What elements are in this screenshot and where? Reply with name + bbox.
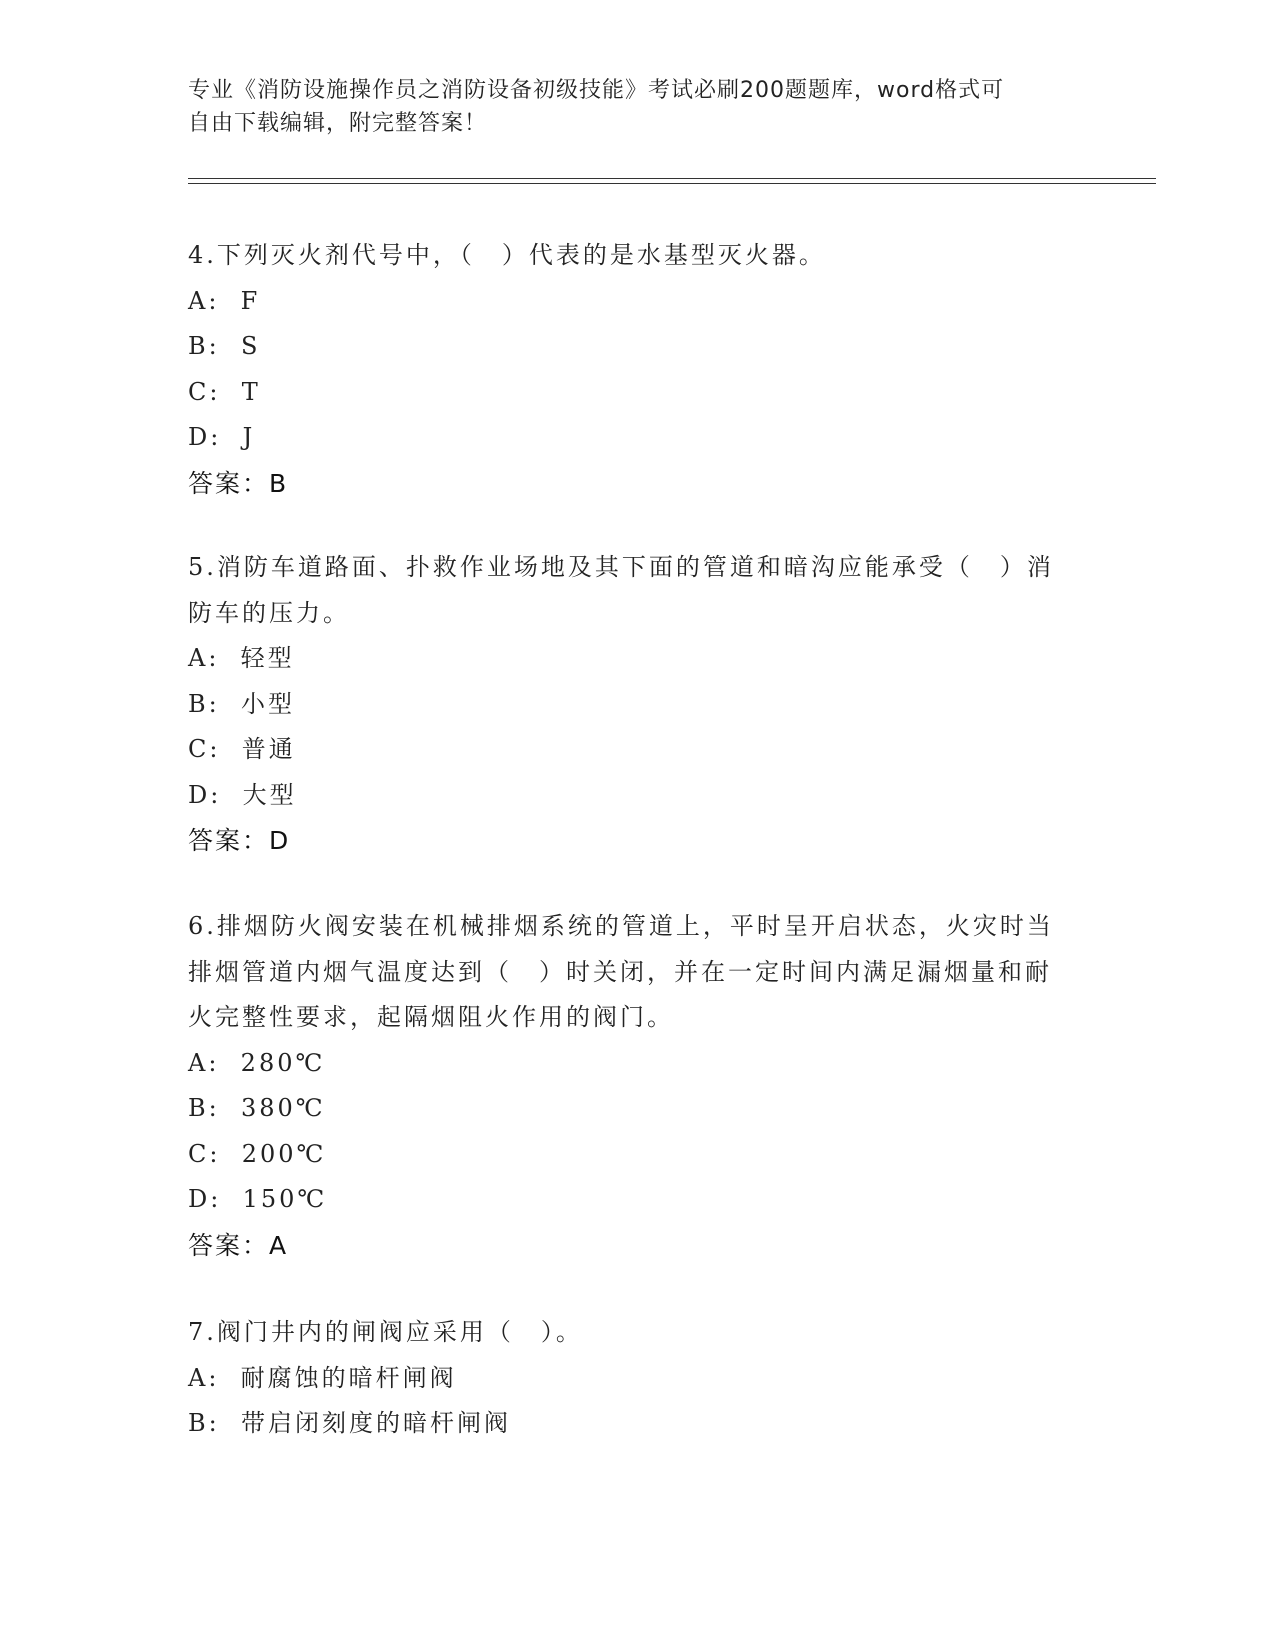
option-c: C: 普通 [188, 735, 296, 763]
question-7 [188, 1310, 1068, 1447]
option-b: B: S [188, 332, 261, 360]
header-divider-bottom [188, 183, 1156, 184]
answer-label: 答案：D [188, 826, 291, 855]
question-stem: 6.排烟防火阀安装在机械排烟系统的管道上，平时呈开启状态，火灾时当排烟管道内烟气温度达到（ ）时关闭，并在一定时间内满足漏烟量和耐火完整性要求，起隔烟阻火作用的阀门。 [188, 912, 1054, 1031]
option-b: B: 带启闭刻度的暗杆闸阀 [188, 1409, 511, 1437]
answer-label: 答案：A [188, 1230, 289, 1260]
option-a: A: F [188, 286, 261, 315]
option-d: D: 150℃ [188, 1185, 328, 1213]
option-d: D: 大型 [188, 780, 297, 809]
option-d: D: J [188, 423, 256, 451]
question-stem: 5.消防车道路面、扑救作业场地及其下面的管道和暗沟应能承受（ ）消防车的压力。 [188, 553, 1054, 627]
question-6 [188, 904, 1068, 1268]
question-stem: 7.阀门井内的闸阀应采用（ ）。 [188, 1318, 583, 1346]
option-a: A: 轻型 [188, 644, 295, 672]
header-divider-top [188, 178, 1156, 179]
option-a: A: 280℃ [188, 1048, 326, 1077]
header-line-2: 自由下载编辑，附完整答案！ [188, 111, 488, 136]
option-c: C: T [188, 377, 261, 406]
option-a: A: 耐腐蚀的暗杆闸阀 [188, 1363, 457, 1392]
option-c: C: 200℃ [188, 1139, 327, 1168]
question-stem: 4.下列灭火剂代号中，（ ）代表的是水基型灭火器。 [188, 241, 826, 269]
document-header [188, 74, 1068, 140]
question-5 [188, 545, 1068, 864]
option-b: B: 380℃ [188, 1094, 326, 1122]
question-4 [188, 233, 1068, 506]
answer-label: 答案：B [188, 468, 289, 498]
option-b: B: 小型 [188, 689, 295, 718]
header-line-1: 专业《消防设施操作员之消防设备初级技能》考试必刷200题题库，word格式可 [188, 78, 1005, 103]
